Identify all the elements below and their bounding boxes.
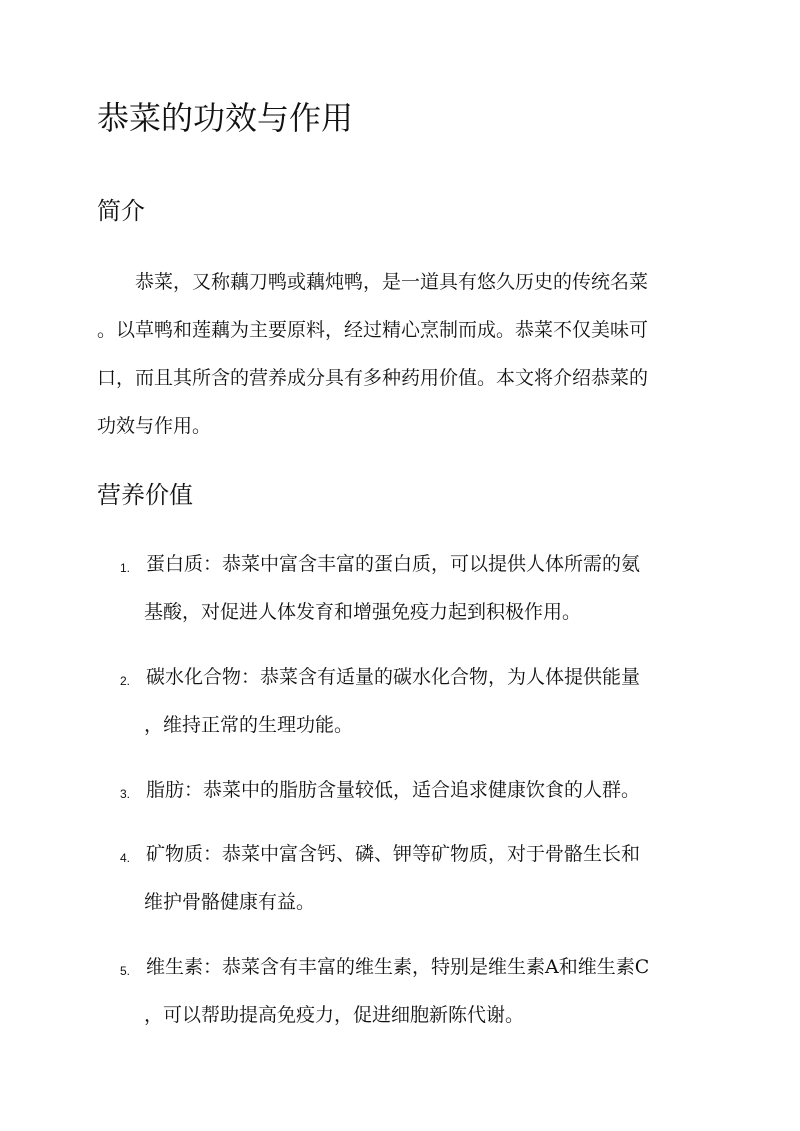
list-item-line: 矿物质：恭菜中富含钙、磷、钾等矿物质，对于骨骼生长和 bbox=[146, 843, 641, 865]
list-item-line: 碳水化合物：恭菜含有适量的碳水化合物，为人体提供能量 bbox=[146, 666, 641, 688]
list-number: 1. bbox=[120, 561, 131, 575]
list-item-line: 脂肪：恭菜中的脂肪含量较低，适合追求健康饮食的人群。 bbox=[146, 779, 641, 801]
paragraph-line: 。以草鸭和莲藕为主要原料，经过精心烹制而成。恭菜不仅美味可 bbox=[97, 319, 649, 341]
section-heading-nutrition: 营养价值 bbox=[97, 481, 193, 509]
list-number: 3. bbox=[120, 787, 131, 801]
list-item-line: ，维持正常的生理功能。 bbox=[144, 714, 354, 736]
section-heading-intro: 简介 bbox=[97, 197, 145, 225]
list-item-line: 基酸，对促进人体发育和增强免疫力起到积极作用。 bbox=[144, 601, 582, 623]
list-item-line: 维生素：恭菜含有丰富的维生素，特别是维生素A和维生素C bbox=[146, 956, 650, 978]
list-item-line: ，可以帮助提高免疫力，促进细胞新陈代谢。 bbox=[144, 1004, 525, 1026]
paragraph-line: 口，而且其所含的营养成分具有多种药用价值。本文将介绍恭菜的 bbox=[97, 367, 649, 389]
paragraph-line: 恭菜，又称藕刀鸭或藕炖鸭，是一道具有悠久历史的传统名菜 bbox=[135, 271, 649, 293]
list-item-line: 维护骨骼健康有益。 bbox=[144, 891, 316, 913]
document-title: 恭菜的功效与作用 bbox=[97, 99, 354, 137]
list-number: 4. bbox=[120, 851, 131, 865]
list-number: 2. bbox=[120, 674, 131, 688]
paragraph-line: 功效与作用。 bbox=[97, 415, 212, 437]
list-item-line: 蛋白质：恭菜中富含丰富的蛋白质，可以提供人体所需的氨 bbox=[146, 553, 641, 575]
list-number: 5. bbox=[120, 964, 131, 978]
